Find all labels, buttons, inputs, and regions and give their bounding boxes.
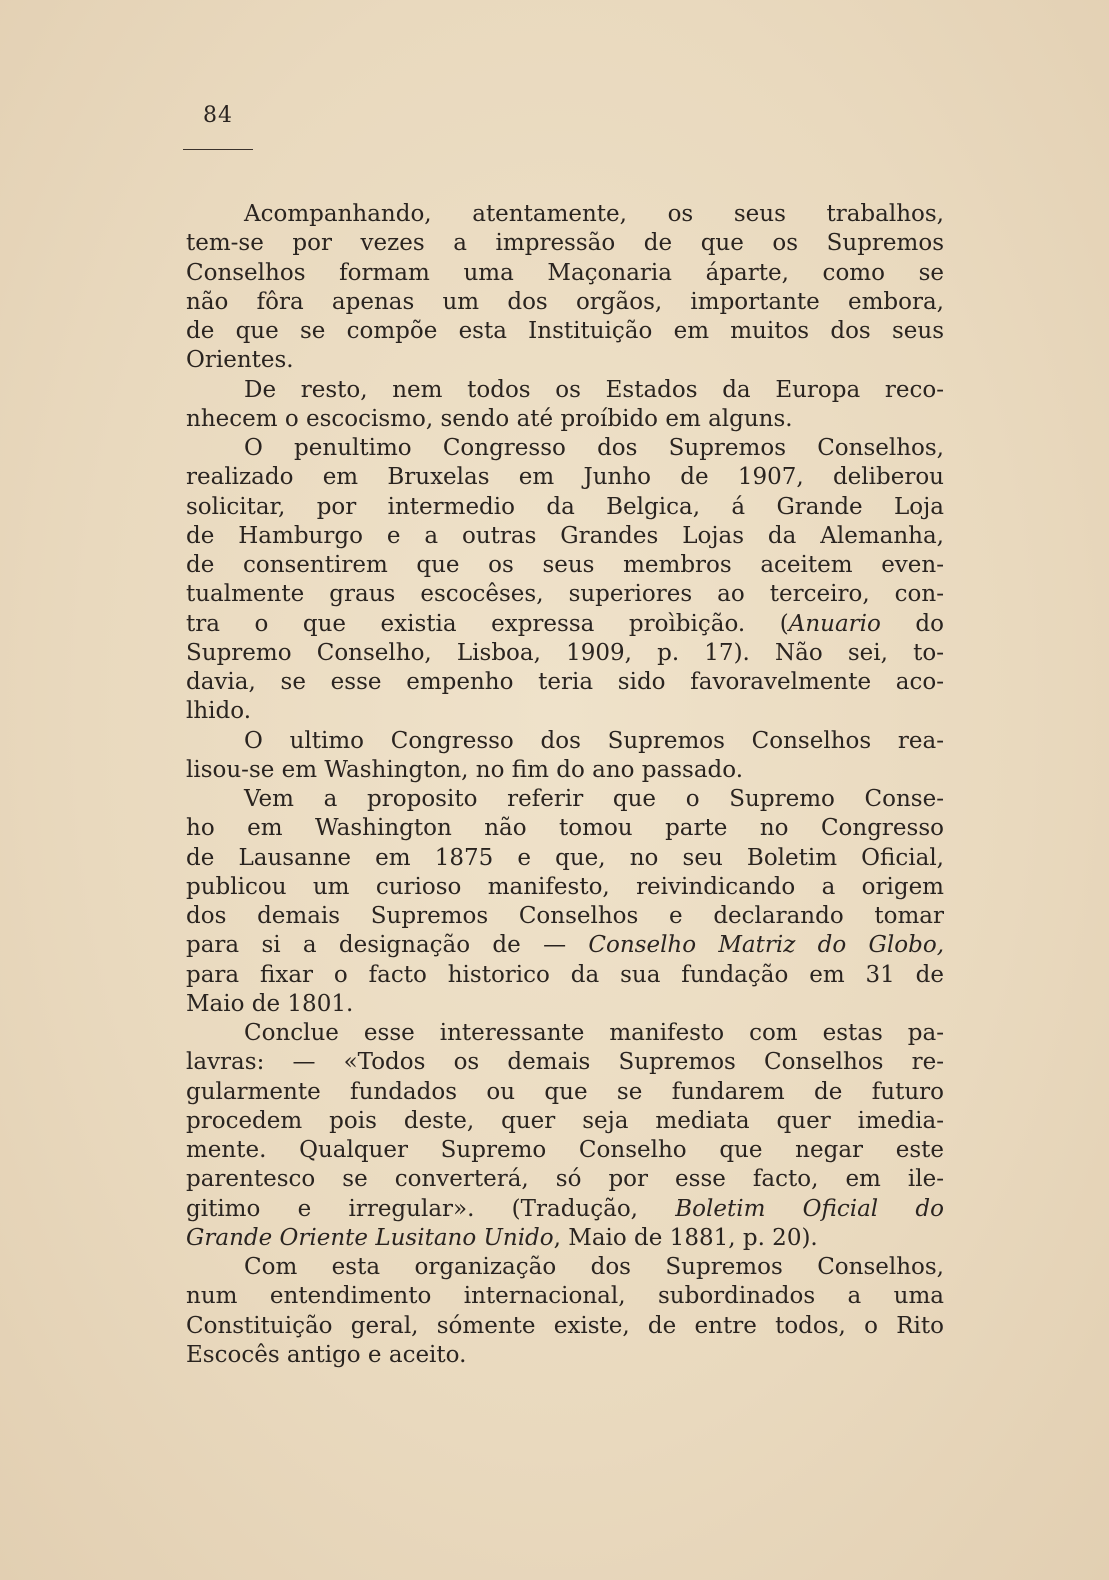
text-line	[186, 668, 944, 697]
text-line	[186, 493, 944, 522]
line-text: ho em Washington não tomou parte no Congresso	[186, 815, 944, 842]
line-text: O ultimo Congresso dos Supremos Conselhos rea-	[244, 727, 944, 754]
text-line	[186, 1282, 944, 1311]
line-text: de que se compõe esta Instituição em muitos dos seus	[186, 318, 944, 344]
text-line	[186, 961, 944, 990]
italic-title: Conselho Matriz do Globo,	[588, 932, 945, 959]
text-line	[186, 844, 944, 873]
line-text: realizado em Bruxelas em Junho de 1907, deliberou	[186, 464, 944, 491]
line-text: para fixar o facto historico da sua fundação em 31 de	[186, 961, 944, 988]
text-line	[186, 551, 944, 580]
line-text: Acompanhando, atentamente, os seus trabalhos,	[244, 201, 944, 227]
line-text: publicou um curioso manifesto, reivindicando a origem	[186, 873, 944, 900]
line-text: tualmente graus escocêses, superiores ao terceiro, con-	[186, 581, 944, 608]
line-text: parentesco se converterá, só por esse facto, em ile-	[186, 1166, 944, 1193]
line-text: lisou-se em Washington, no fim do ano passado.	[186, 756, 744, 783]
text-line	[186, 1253, 944, 1282]
paragraph	[186, 727, 944, 786]
paragraph	[186, 434, 944, 727]
line-text: Maio de 1801.	[186, 990, 354, 1017]
text-line	[186, 1165, 944, 1194]
text-line	[186, 1224, 944, 1253]
italic-title: Boletim Oficial do	[675, 1195, 944, 1222]
line-text: não fôra apenas um dos orgãos, importante embora,	[186, 288, 944, 315]
line-text: tra o que existia expressa proìbição. (	[186, 610, 789, 637]
paragraph	[186, 1019, 944, 1253]
line-text: lavras: — «Todos os demais Supremos Conselhos re-	[186, 1049, 944, 1076]
body-text	[186, 200, 944, 1370]
line-text: do	[880, 610, 944, 637]
line-text: O penultimo Congresso dos Supremos Conselhos,	[244, 435, 944, 461]
line-text: Supremo Conselho, Lisboa, 1909, p. 17). Não sei, to-	[186, 639, 944, 666]
line-text: davia, se esse empenho teria sido favoravelmente aco-	[186, 669, 944, 695]
line-text: para si a designação de —	[186, 932, 589, 959]
line-text: Conselhos formam uma Maçonaria áparte, como se	[186, 259, 944, 286]
text-line	[186, 610, 944, 639]
line-text: de Lausanne em 1875 e que, no seu Boletim Oficial,	[186, 844, 944, 871]
line-text: num entendimento internacional, subordinados a uma	[186, 1283, 944, 1310]
text-line	[186, 463, 944, 492]
line-text: Com esta organização dos Supremos Conselhos,	[244, 1254, 944, 1280]
text-line	[186, 376, 944, 405]
line-text: Escocês antigo e aceito.	[186, 1341, 467, 1368]
text-line	[186, 346, 944, 375]
line-text: De resto, nem todos os Estados da Europa reco-	[244, 376, 944, 403]
line-text: Orientes.	[186, 347, 294, 374]
line-text: de Hamburgo e a outras Grandes Lojas da Alemanha,	[186, 522, 944, 549]
text-line	[186, 756, 944, 785]
text-line	[186, 1136, 944, 1165]
text-line	[186, 873, 944, 902]
line-text: gularmente fundados ou que se fundarem de futuro	[186, 1078, 944, 1105]
line-text: procedem pois deste, quer seja mediata quer imedia-	[186, 1107, 944, 1134]
text-line	[186, 785, 944, 814]
line-text: solicitar, por intermedio da Belgica, á Grande Loja	[186, 493, 944, 520]
text-line	[186, 1019, 944, 1048]
line-text: dos demais Supremos Conselhos e declarando tomar	[186, 903, 944, 929]
text-line	[186, 697, 944, 726]
text-line	[186, 639, 944, 668]
paragraph	[186, 200, 944, 376]
line-text: Conclue esse interessante manifesto com estas pa-	[244, 1020, 944, 1046]
page-number: 84	[203, 103, 233, 128]
text-line	[186, 1078, 944, 1107]
header-rule	[183, 149, 253, 150]
line-text: nhecem o escocismo, sendo até proíbido em alguns.	[186, 405, 793, 432]
line-text: tem-se por vezes a impressão de que os Supremos	[186, 230, 944, 257]
line-text: de consentirem que os seus membros aceitem even-	[186, 552, 944, 578]
text-line	[186, 200, 944, 229]
line-text: , Maio de 1881, p. 20).	[553, 1224, 818, 1251]
text-line	[186, 522, 944, 551]
text-line	[186, 902, 944, 931]
paragraph	[186, 1253, 944, 1370]
text-line	[186, 259, 944, 288]
paragraph	[186, 785, 944, 1019]
text-line	[186, 1195, 944, 1224]
text-line	[186, 580, 944, 609]
paragraph	[186, 376, 944, 435]
text-line	[186, 405, 944, 434]
text-line	[186, 1341, 944, 1370]
text-line	[186, 727, 944, 756]
text-line	[186, 229, 944, 258]
text-line	[186, 1312, 944, 1341]
text-line	[186, 317, 944, 346]
line-text: lhido.	[186, 698, 252, 725]
text-line	[186, 288, 944, 317]
text-line	[186, 434, 944, 463]
line-text: mente. Qualquer Supremo Conselho que negar este	[186, 1137, 944, 1163]
text-line	[186, 990, 944, 1019]
text-line	[186, 931, 944, 960]
line-text: Constituição geral, sómente existe, de entre todos, o Rito	[186, 1312, 944, 1339]
text-line	[186, 814, 944, 843]
line-text: gitimo e irregular». (Tradução,	[186, 1195, 676, 1222]
line-text: Vem a proposito referir que o Supremo Conse-	[244, 786, 944, 812]
italic-title: Grande Oriente Lusitano Unido	[186, 1224, 554, 1251]
text-line	[186, 1107, 944, 1136]
text-line	[186, 1048, 944, 1077]
italic-title: Anuario	[788, 610, 881, 637]
